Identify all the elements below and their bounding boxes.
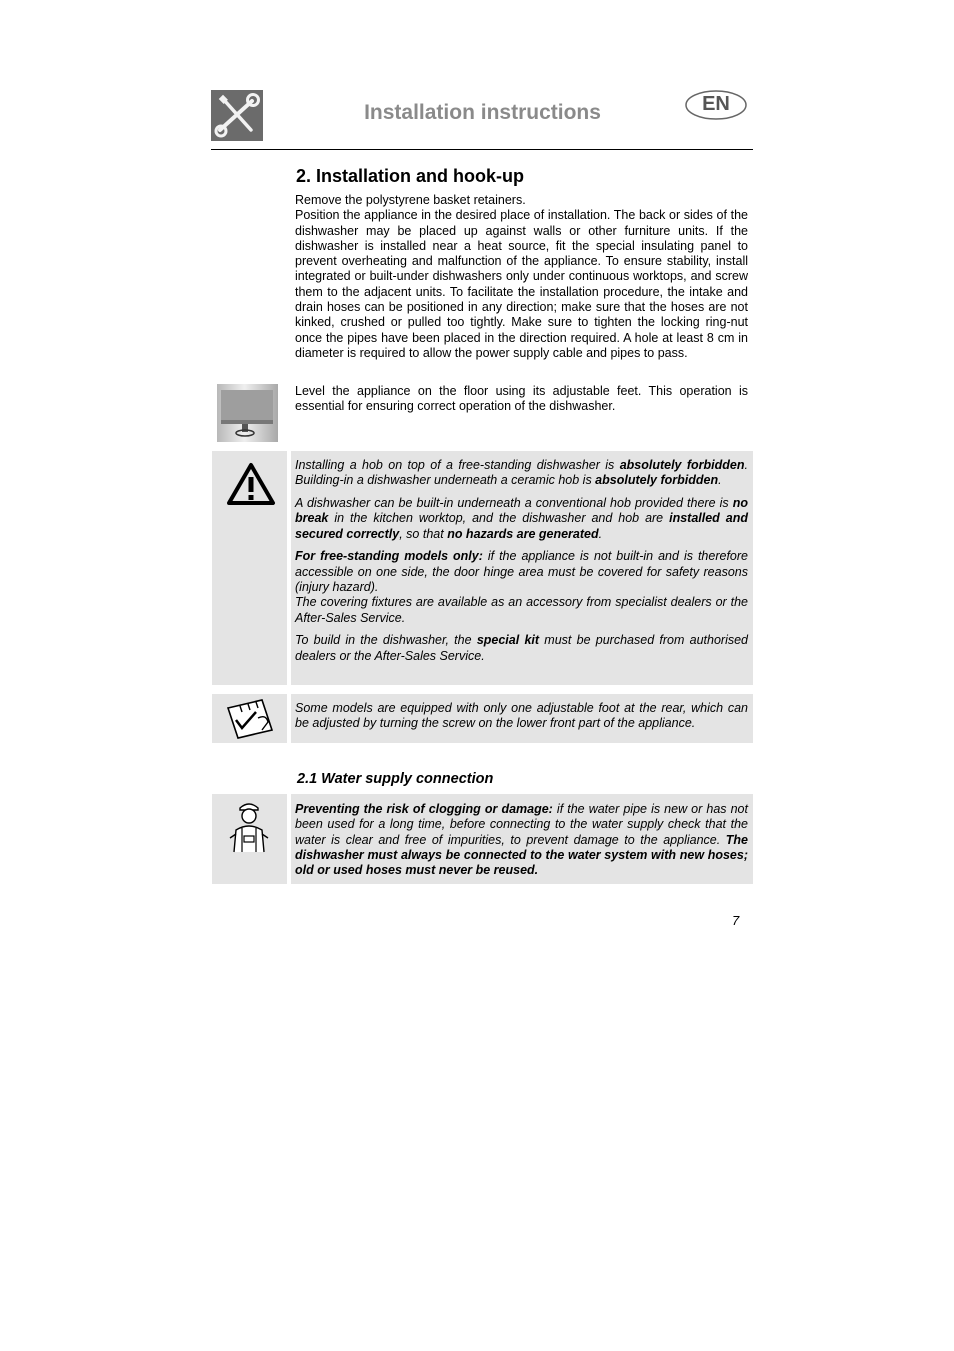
- note-text: [295, 701, 748, 732]
- page-title: Installation instructions: [364, 101, 601, 124]
- intro-line-2: Position the appliance in the desired place of installation. The back or sides of the dishwasher may be placed up against walls or other furniture units. If the dishwasher is installed near a heat source, fit the special insulating panel to prevent overheating and malfunction of the appliance. To ensure stability, install integrated or built-under dishwashers only under continuous worktops, and screw them to the adjacent units. To facilitate the installation procedure, the intake and drain hoses can be positioned in any direction; make sure that the hoses are not kinked, crushed or pulled too tightly. Make sure to tighten the locking ring-nut once the pipes have been placed in the direction required. A hole at least 8 cm in diameter is required to allow the power supply cable and pipes to pass.: [295, 208, 748, 360]
- header-divider: [211, 149, 753, 150]
- wrench-screwdriver-icon: [211, 90, 263, 141]
- warning-paragraph-4: To build in the dishwasher, the special kit must be purchased from authorised dealers or the After-Sales Service.: [295, 633, 749, 663]
- warning-paragraph-2: A dishwasher can be built-in underneath a conventional hob provided there is no break in the kitchen worktop, and the dishwasher and hob are installed and secured correctly, so that no hazards are generated.: [295, 496, 748, 541]
- intro-line-1: Remove the polystyrene basket retainers.: [295, 193, 526, 207]
- note-icon-panel: [212, 694, 287, 743]
- section-heading: 2. Installation and hook-up: [296, 166, 525, 186]
- warning-text: [295, 458, 748, 672]
- note-hand-icon: [222, 696, 276, 742]
- intro-text: [295, 193, 748, 361]
- note-paragraph: Some models are equipped with only one adjustable foot at the rear, which can be adjusted by turning the screw on the lower front part of the appliance.: [295, 701, 748, 731]
- level-paragraph: Level the appliance on the floor using its adjustable feet. This operation is essential for ensuring correct operation of the dishwasher.: [295, 384, 748, 414]
- adjustable-foot-icon: [217, 384, 278, 442]
- warning-triangle-icon: [226, 461, 276, 507]
- subsection-heading: 2.1 Water supply connection: [297, 771, 494, 787]
- plumber-icon-panel: [212, 794, 287, 884]
- level-text: [295, 384, 748, 415]
- warning-paragraph-3: For free-standing models only: if the appliance is not built-in and is therefore accessible on one side, the door hinge area must be covered for safety reasons (injury hazard). The covering fixtures are available as an accessory from specialist dealers or the After-Sales Service.: [295, 549, 748, 625]
- water-supply-text: [295, 802, 748, 878]
- language-badge: EN: [702, 93, 730, 115]
- water-supply-paragraph: Preventing the risk of clogging or damage: if the water pipe is new or has not been used for a long time, before connecting to the water supply check that the water is clear and free of impurities, to prevent damage to the appliance. The dishwasher must always be connected to the water system with new hoses; old or used hoses must never be reused.: [295, 802, 748, 878]
- page-number: 7: [732, 913, 740, 928]
- warning-paragraph-1: Installing a hob on top of a free-standing dishwasher is absolutely forbidden. Building-in a dishwasher underneath a ceramic hob is absolutely forbidden.: [295, 458, 748, 488]
- plumber-icon: [224, 798, 274, 854]
- warning-icon-panel: [212, 451, 287, 685]
